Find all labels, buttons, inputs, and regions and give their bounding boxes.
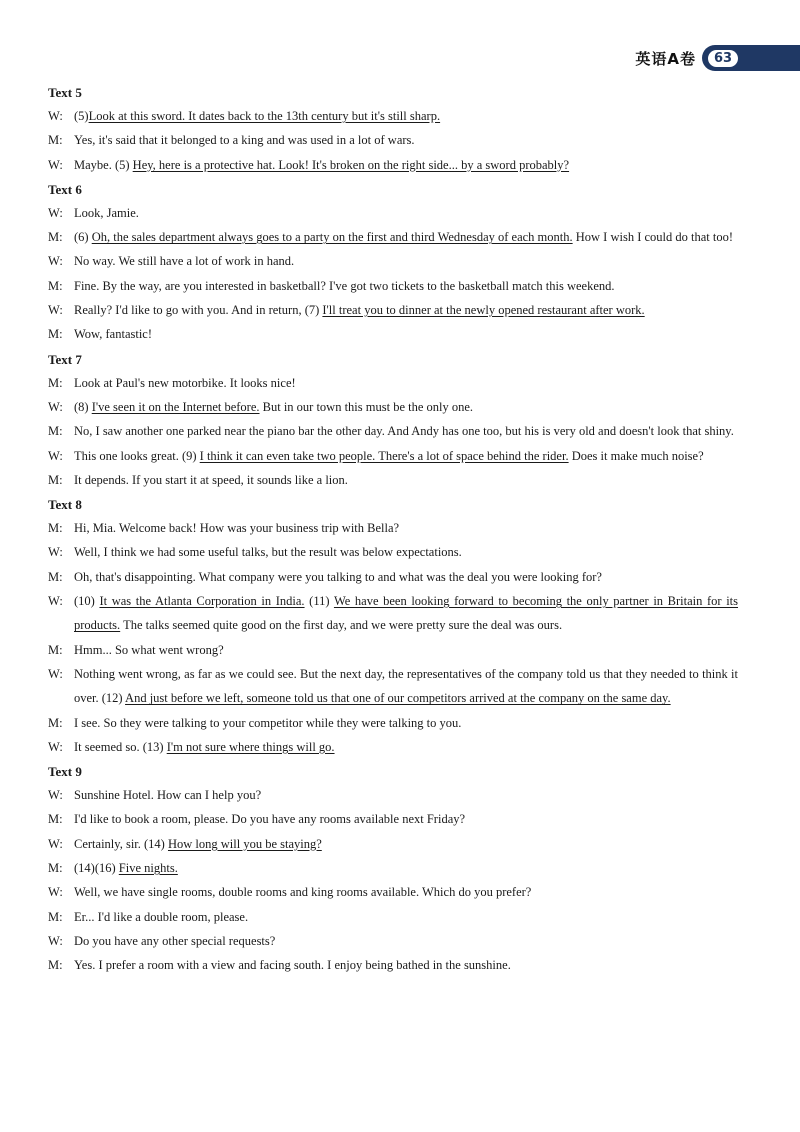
dialogue-line <box>48 468 738 492</box>
dialogue-line <box>48 711 738 735</box>
dialogue-text: I see. So they were talking to your competitor while they were talking to you. <box>74 715 462 730</box>
dialogue-line <box>48 905 738 929</box>
dialogue-text: This one looks great. (9) <box>74 448 200 463</box>
speaker-label: M: <box>48 861 63 876</box>
page-number: 63 <box>714 50 733 66</box>
speaker-label: M: <box>48 715 63 730</box>
dialogue-text: How I wish I could do that too! <box>572 230 734 245</box>
dialogue-text: Fine. By the way, are you interested in basketball? I've got two tickets to the basketball match this weekend. <box>74 278 615 293</box>
dialogue-line <box>48 807 738 831</box>
speaker-label: W: <box>48 205 63 220</box>
speaker-label: M: <box>48 278 63 293</box>
dialogue-line <box>48 225 738 249</box>
dialogue-text: Sunshine Hotel. How can I help you? <box>74 788 262 803</box>
dialogue-text: No way. We still have a lot of work in hand. <box>74 254 295 269</box>
transcript-content <box>48 80 738 978</box>
dialogue-text: Does it make much noise? <box>568 448 704 463</box>
speaker-label: W: <box>48 594 63 609</box>
speaker-label: M: <box>48 472 63 487</box>
dialogue-line <box>48 856 738 880</box>
dialogue-line <box>48 735 738 759</box>
speaker-label: W: <box>48 303 63 318</box>
speaker-label: W: <box>48 545 63 560</box>
dialogue-text: I'd like to book a room, please. Do you have any rooms available next Friday? <box>74 812 466 827</box>
dialogue-text: (10) <box>74 594 100 609</box>
dialogue-line <box>48 322 738 346</box>
dialogue-line <box>48 419 738 443</box>
dialogue-line <box>48 298 738 322</box>
dialogue-line <box>48 516 738 540</box>
dialogue-line <box>48 395 738 419</box>
dialogue-line <box>48 880 738 904</box>
dialogue-text: Wow, fantastic! <box>74 327 153 342</box>
dialogue-line <box>48 249 738 273</box>
dialogue-text: Yes, it's said that it belonged to a king and was used in a lot of wars. <box>74 133 415 148</box>
speaker-label: M: <box>48 133 63 148</box>
dialogue-text: Well, we have single rooms, double rooms and king rooms available. Which do you prefer? <box>74 885 532 900</box>
dialogue-text: Nothing went wrong, as far as we could see. But the next day, the representatives of the company told us that they needed to think it over. (12) <box>74 666 738 706</box>
dialogue-line <box>48 638 738 662</box>
dialogue-line <box>48 953 738 977</box>
answer-underline: I'll treat you to dinner at the newly opened restaurant after work. <box>322 303 645 318</box>
dialogue-text: Hi, Mia. Welcome back! How was your business trip with Bella? <box>74 521 400 536</box>
speaker-label: W: <box>48 836 63 851</box>
speaker-label: W: <box>48 448 63 463</box>
speaker-label: W: <box>48 109 63 123</box>
dialogue-line <box>48 783 738 807</box>
speaker-label: M: <box>48 812 63 827</box>
dialogue-text: (5) <box>74 109 89 123</box>
dialogue-line <box>48 153 738 177</box>
answer-underline: I'm not sure where things will go. <box>166 739 335 754</box>
dialogue-text: It seemed so. (13) <box>74 739 167 754</box>
answer-underline: And just before we left, someone told us that one of our competitors arrived at the company on the same day. <box>125 691 671 706</box>
dialogue-line <box>48 589 738 638</box>
dialogue-text: (14)(16) <box>74 861 119 876</box>
dialogue-text: No, I saw another one parked near the piano bar the other day. And Andy has one too, but his is very old and doesn't look that shiny. <box>74 424 734 439</box>
answer-underline: Oh, the sales department always goes to a party on the first and third Wednesday of each month. <box>91 230 573 245</box>
answer-underline: It was the Atlanta Corporation in India. <box>99 594 305 609</box>
dialogue-text: Hmm... So what went wrong? <box>74 642 224 657</box>
dialogue-text: But in our town this must be the only one. <box>259 399 474 414</box>
dialogue-line <box>48 540 738 564</box>
dialogue-text: (8) <box>74 399 92 414</box>
speaker-label: M: <box>48 642 63 657</box>
dialogue-line <box>48 128 738 152</box>
speaker-label: W: <box>48 399 63 414</box>
page-number-badge <box>702 45 800 71</box>
dialogue-text: Er... I'd like a double room, please. <box>74 909 249 924</box>
dialogue-line <box>48 444 738 468</box>
dialogue-line <box>48 371 738 395</box>
section-heading: Text 7 <box>48 351 82 367</box>
dialogue-text: Look at Paul's new motorbike. It looks nice! <box>74 375 296 390</box>
answer-underline: We have been looking forward to becoming the only partner in Britain for its products. <box>74 594 739 633</box>
dialogue-text: Maybe. (5) <box>74 157 133 172</box>
speaker-label: M: <box>48 424 63 439</box>
answer-underline: How long will you be staying? <box>167 836 322 851</box>
speaker-label: M: <box>48 958 63 973</box>
speaker-label: M: <box>48 230 63 245</box>
answer-underline: Look at this sword. It dates back to the 13th century but it's still sharp. <box>88 109 441 123</box>
answer-underline: Hey, here is a protective hat. Look! It's broken on the right side... by a sword probably? <box>132 157 570 172</box>
dialogue-text: Oh, that's disappointing. What company were you talking to and what was the deal you were looking for? <box>74 569 602 584</box>
section-heading: Text 8 <box>48 497 82 513</box>
dialogue-text: Look, Jamie. <box>74 205 139 220</box>
speaker-label: M: <box>48 569 63 584</box>
section-heading: Text 6 <box>48 181 82 197</box>
answer-underline: Five nights. <box>118 861 178 876</box>
speaker-label: M: <box>48 327 63 342</box>
page-header <box>635 43 800 73</box>
dialogue-text: Yes. I prefer a room with a view and facing south. I enjoy being bathed in the sunshine. <box>74 958 511 973</box>
page-number-pill <box>708 50 738 67</box>
dialogue-line <box>48 104 738 128</box>
speaker-label: M: <box>48 521 63 536</box>
dialogue-text: It depends. If you start it at speed, it sounds like a lion. <box>74 472 348 487</box>
speaker-label: W: <box>48 157 63 172</box>
speaker-label: M: <box>48 375 63 390</box>
dialogue-text: Certainly, sir. (14) <box>74 836 168 851</box>
dialogue-line <box>48 201 738 225</box>
dialogue-line <box>48 274 738 298</box>
dialogue-text: Do you have any other special requests? <box>74 933 276 948</box>
dialogue-line <box>48 832 738 856</box>
section-heading: Text 9 <box>48 764 82 780</box>
speaker-label: W: <box>48 885 63 900</box>
dialogue-line <box>48 662 738 711</box>
speaker-label: W: <box>48 788 63 803</box>
section-heading: Text 5 <box>48 85 82 100</box>
answer-underline: I think it can even take two people. There's a lot of space behind the rider. <box>199 448 569 463</box>
speaker-label: M: <box>48 909 63 924</box>
speaker-label: W: <box>48 739 63 754</box>
speaker-label: W: <box>48 254 63 269</box>
dialogue-text: (11) <box>304 594 334 609</box>
dialogue-text: Really? I'd like to go with you. And in return, (7) <box>74 303 323 318</box>
dialogue-text: (6) <box>74 230 92 245</box>
speaker-label: W: <box>48 933 63 948</box>
dialogue-text: Well, I think we had some useful talks, but the result was below expectations. <box>74 545 462 560</box>
dialogue-line <box>48 565 738 589</box>
dialogue-line <box>48 929 738 953</box>
answer-underline: I've seen it on the Internet before. <box>91 399 260 414</box>
dialogue-text: The talks seemed quite good on the first day, and we were pretty sure the deal was ours. <box>120 618 563 633</box>
header-title: 英语A卷 <box>635 49 696 68</box>
speaker-label: W: <box>48 666 63 681</box>
